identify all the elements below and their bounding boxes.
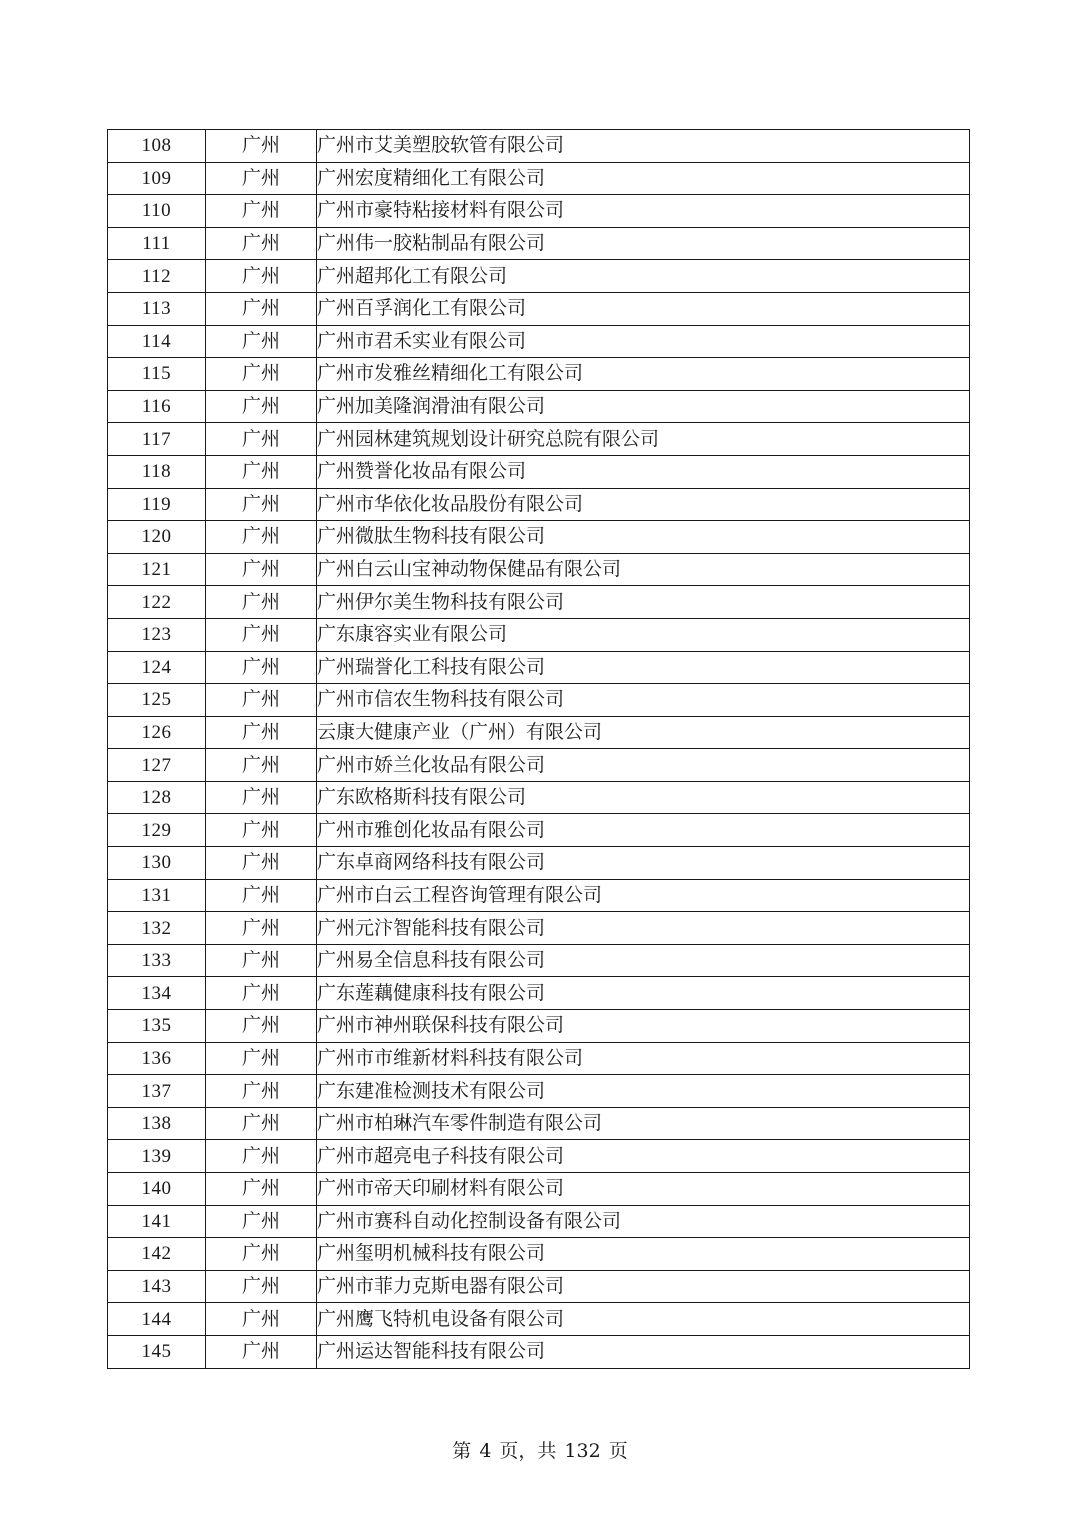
- table-row: [108, 912, 970, 945]
- company-name-cell: 广州瑞誉化工科技有限公司: [317, 651, 970, 684]
- city-cell: 广州: [206, 1107, 317, 1140]
- row-number-cell: 143: [108, 1270, 206, 1303]
- company-name-cell: 广州市神州联保科技有限公司: [317, 1010, 970, 1043]
- company-name-cell: 广州市白云工程咨询管理有限公司: [317, 879, 970, 912]
- city-cell: 广州: [206, 1238, 317, 1271]
- company-name-cell: 广东卓商网络科技有限公司: [317, 847, 970, 880]
- company-name-cell: 广州园林建筑规划设计研究总院有限公司: [317, 423, 970, 456]
- company-name-cell: 广州市艾美塑胶软管有限公司: [317, 130, 970, 163]
- company-table-body: [108, 130, 970, 1369]
- company-name-cell: 广州加美隆润滑油有限公司: [317, 390, 970, 423]
- row-number-cell: 112: [108, 260, 206, 293]
- city-cell: 广州: [206, 879, 317, 912]
- company-name-cell: 广州市赛科自动化控制设备有限公司: [317, 1205, 970, 1238]
- company-name-cell: 广东莲藕健康科技有限公司: [317, 977, 970, 1010]
- page-footer: [0, 1436, 1080, 1463]
- table-row: [108, 488, 970, 521]
- row-number-cell: 116: [108, 390, 206, 423]
- row-number-cell: 128: [108, 781, 206, 814]
- row-number-cell: 114: [108, 325, 206, 358]
- table-row: [108, 977, 970, 1010]
- row-number-cell: 142: [108, 1238, 206, 1271]
- table-row: [108, 130, 970, 163]
- table-row: [108, 651, 970, 684]
- city-cell: 广州: [206, 1303, 317, 1336]
- city-cell: 广州: [206, 292, 317, 325]
- company-name-cell: 广州市发雅丝精细化工有限公司: [317, 358, 970, 391]
- row-number-cell: 135: [108, 1010, 206, 1043]
- city-cell: 广州: [206, 814, 317, 847]
- table-row: [108, 553, 970, 586]
- row-number-cell: 113: [108, 292, 206, 325]
- table-row: [108, 195, 970, 228]
- row-number-cell: 115: [108, 358, 206, 391]
- company-name-cell: 广州市雅创化妆品有限公司: [317, 814, 970, 847]
- table-row: [108, 1205, 970, 1238]
- city-cell: 广州: [206, 227, 317, 260]
- row-number-cell: 122: [108, 586, 206, 619]
- company-name-cell: 广州市市维新材料科技有限公司: [317, 1042, 970, 1075]
- company-table: [107, 129, 970, 1369]
- row-number-cell: 141: [108, 1205, 206, 1238]
- row-number-cell: 126: [108, 716, 206, 749]
- table-row: [108, 814, 970, 847]
- company-name-cell: 广东欧格斯科技有限公司: [317, 781, 970, 814]
- company-name-cell: 广州市柏琳汽车零件制造有限公司: [317, 1107, 970, 1140]
- city-cell: 广州: [206, 684, 317, 717]
- table-row: [108, 260, 970, 293]
- city-cell: 广州: [206, 358, 317, 391]
- row-number-cell: 130: [108, 847, 206, 880]
- company-name-cell: 广州赞誉化妆品有限公司: [317, 455, 970, 488]
- table-row: [108, 1335, 970, 1368]
- table-row: [108, 325, 970, 358]
- table-row: [108, 455, 970, 488]
- city-cell: 广州: [206, 325, 317, 358]
- city-cell: 广州: [206, 781, 317, 814]
- company-name-cell: 广州运达智能科技有限公司: [317, 1335, 970, 1368]
- company-name-cell: 广东康容实业有限公司: [317, 618, 970, 651]
- city-cell: 广州: [206, 912, 317, 945]
- footer-page-mid: 页，共: [499, 1440, 557, 1462]
- city-cell: 广州: [206, 847, 317, 880]
- company-name-cell: 广州伊尔美生物科技有限公司: [317, 586, 970, 619]
- city-cell: 广州: [206, 455, 317, 488]
- row-number-cell: 119: [108, 488, 206, 521]
- footer-total-pages: 132: [564, 1440, 601, 1462]
- table-row: [108, 586, 970, 619]
- city-cell: 广州: [206, 1075, 317, 1108]
- city-cell: 广州: [206, 1140, 317, 1173]
- city-cell: 广州: [206, 716, 317, 749]
- row-number-cell: 145: [108, 1335, 206, 1368]
- city-cell: 广州: [206, 651, 317, 684]
- row-number-cell: 139: [108, 1140, 206, 1173]
- row-number-cell: 140: [108, 1173, 206, 1206]
- row-number-cell: 125: [108, 684, 206, 717]
- company-name-cell: 广州市豪特粘接材料有限公司: [317, 195, 970, 228]
- row-number-cell: 120: [108, 521, 206, 554]
- row-number-cell: 109: [108, 162, 206, 195]
- footer-page-prefix: 第: [452, 1440, 472, 1462]
- city-cell: 广州: [206, 1042, 317, 1075]
- company-name-cell: 广东建准检测技术有限公司: [317, 1075, 970, 1108]
- row-number-cell: 138: [108, 1107, 206, 1140]
- company-name-cell: 广州易全信息科技有限公司: [317, 944, 970, 977]
- row-number-cell: 124: [108, 651, 206, 684]
- table-row: [108, 521, 970, 554]
- city-cell: 广州: [206, 944, 317, 977]
- table-row: [108, 292, 970, 325]
- company-name-cell: 广州微肽生物科技有限公司: [317, 521, 970, 554]
- table-row: [108, 1107, 970, 1140]
- city-cell: 广州: [206, 586, 317, 619]
- table-row: [108, 1042, 970, 1075]
- city-cell: 广州: [206, 195, 317, 228]
- city-cell: 广州: [206, 488, 317, 521]
- row-number-cell: 132: [108, 912, 206, 945]
- company-name-cell: 广州元汴智能科技有限公司: [317, 912, 970, 945]
- table-row: [108, 358, 970, 391]
- row-number-cell: 108: [108, 130, 206, 163]
- city-cell: 广州: [206, 162, 317, 195]
- company-name-cell: 广州市华依化妆品股份有限公司: [317, 488, 970, 521]
- city-cell: 广州: [206, 1205, 317, 1238]
- city-cell: 广州: [206, 260, 317, 293]
- row-number-cell: 134: [108, 977, 206, 1010]
- city-cell: 广州: [206, 1335, 317, 1368]
- footer-page-suffix: 页: [608, 1440, 628, 1462]
- table-row: [108, 749, 970, 782]
- row-number-cell: 137: [108, 1075, 206, 1108]
- company-name-cell: 广州市君禾实业有限公司: [317, 325, 970, 358]
- table-row: [108, 423, 970, 456]
- city-cell: 广州: [206, 1010, 317, 1043]
- footer-current-page: 4: [479, 1440, 492, 1462]
- company-name-cell: 广州百孚润化工有限公司: [317, 292, 970, 325]
- city-cell: 广州: [206, 1173, 317, 1206]
- city-cell: 广州: [206, 618, 317, 651]
- city-cell: 广州: [206, 977, 317, 1010]
- table-row: [108, 1075, 970, 1108]
- table-row: [108, 227, 970, 260]
- company-name-cell: 广州市信农生物科技有限公司: [317, 684, 970, 717]
- row-number-cell: 117: [108, 423, 206, 456]
- company-name-cell: 广州玺明机械科技有限公司: [317, 1238, 970, 1271]
- city-cell: 广州: [206, 1270, 317, 1303]
- company-name-cell: 云康大健康产业（广州）有限公司: [317, 716, 970, 749]
- company-name-cell: 广州白云山宝神动物保健品有限公司: [317, 553, 970, 586]
- table-row: [108, 1010, 970, 1043]
- table-row: [108, 684, 970, 717]
- company-name-cell: 广州市娇兰化妆品有限公司: [317, 749, 970, 782]
- row-number-cell: 118: [108, 455, 206, 488]
- table-row: [108, 162, 970, 195]
- table-row: [108, 879, 970, 912]
- company-name-cell: 广州市超亮电子科技有限公司: [317, 1140, 970, 1173]
- city-cell: 广州: [206, 390, 317, 423]
- table-row: [108, 1173, 970, 1206]
- table-row: [108, 1303, 970, 1336]
- table-row: [108, 781, 970, 814]
- row-number-cell: 136: [108, 1042, 206, 1075]
- row-number-cell: 110: [108, 195, 206, 228]
- row-number-cell: 121: [108, 553, 206, 586]
- table-row: [108, 847, 970, 880]
- row-number-cell: 123: [108, 618, 206, 651]
- table-row: [108, 390, 970, 423]
- table-row: [108, 1140, 970, 1173]
- row-number-cell: 127: [108, 749, 206, 782]
- city-cell: 广州: [206, 521, 317, 554]
- row-number-cell: 131: [108, 879, 206, 912]
- company-name-cell: 广州鹰飞特机电设备有限公司: [317, 1303, 970, 1336]
- row-number-cell: 129: [108, 814, 206, 847]
- table-row: [108, 618, 970, 651]
- row-number-cell: 111: [108, 227, 206, 260]
- company-name-cell: 广州宏度精细化工有限公司: [317, 162, 970, 195]
- table-row: [108, 1238, 970, 1271]
- company-name-cell: 广州伟一胶粘制品有限公司: [317, 227, 970, 260]
- row-number-cell: 144: [108, 1303, 206, 1336]
- city-cell: 广州: [206, 423, 317, 456]
- table-row: [108, 1270, 970, 1303]
- table-row: [108, 716, 970, 749]
- company-name-cell: 广州超邦化工有限公司: [317, 260, 970, 293]
- table-row: [108, 944, 970, 977]
- city-cell: 广州: [206, 749, 317, 782]
- company-name-cell: 广州市菲力克斯电器有限公司: [317, 1270, 970, 1303]
- city-cell: 广州: [206, 130, 317, 163]
- row-number-cell: 133: [108, 944, 206, 977]
- company-name-cell: 广州市帝天印刷材料有限公司: [317, 1173, 970, 1206]
- city-cell: 广州: [206, 553, 317, 586]
